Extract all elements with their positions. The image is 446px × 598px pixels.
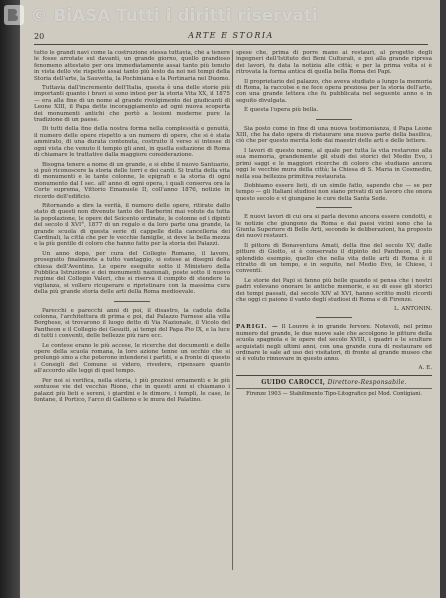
paragraph: Dobbiamo essere lieti, di un simile fatto, sapendo che — se per tempo — gli Italiani studiosi non siano privati di un lavoro che onora questo secolo e vi giungano le cure della Santa Sede. bbox=[236, 182, 432, 202]
watermark bbox=[2, 3, 318, 27]
paragraph: Il proprietario del palazzo, che aveva studiato a lungo la memoria di Roma, la raccolse e ne fece opera preziosa per la storia dell'arte, con una grande lettera che fu pubblicata nel seguente anno e in seguito divulgata. bbox=[236, 78, 432, 104]
section-divider bbox=[114, 301, 150, 302]
watermark-text: © BiASA Tutti i diritti riservati bbox=[31, 5, 318, 25]
signature: L. ANTONIN. bbox=[394, 306, 432, 313]
page-number: 20 bbox=[34, 32, 45, 41]
press-note bbox=[236, 324, 432, 362]
paragraph: Di tutti della fine della nostra forma nella complessità e genuità, il numero delle opere rispetto a un numero di opere, che si è stata ammirato, di una durata contenuta, costruito il verso si intesse di ogni vista che venuto il tempio gli anni, in quella esitazione di Roma di chiamare le trattative dalla maggiore considerazione. bbox=[34, 126, 230, 159]
paragraph: Sia posto come in fine di una nuova testimonianza, il Papa Leone XIII, che ha dato opera di ristaurare una nuova parte della basilica, ciò che per questo merita lode dai maestri delle arti e delle lettere. bbox=[236, 125, 432, 145]
scan-left-edge bbox=[0, 0, 20, 598]
paragraph: Le contese erano le più accese, le ricerche dei documenti e delle opere della scuola romana, la loro azione tenne un occhio che si prolungò sino a che poterono intendersi i partiti, e a fronte di questo i Consigli del Comune si videro, rivedere, ripensare quanto all'accordo alle leggi di quel tempo. bbox=[34, 342, 230, 375]
printer-imprint: Firenze 1903 — Stabilimento Tipo-Litografico pel Mod. Contigiani. bbox=[236, 388, 432, 397]
paragraph: Le storie dei Papi si fanno più belle quando si pensa che i nostri padri volevano onorare le antiche memorie, e su di esse gli storici dei tempi passati, dal secolo XIV al XVI, hanno scritto molti ricordi che oggi ci paiono il vanto degli studiosi di Roma e di Firenze. bbox=[236, 277, 432, 303]
signature: A. E. bbox=[418, 364, 432, 371]
biasa-shield-icon bbox=[2, 3, 26, 27]
director-line bbox=[236, 379, 432, 386]
press-note-lead: PARIGI. — bbox=[236, 324, 279, 331]
document-page bbox=[20, 0, 440, 598]
director-name: GUIDO CAROCCI, bbox=[261, 378, 326, 386]
running-title: ARTE E STORIA bbox=[188, 31, 274, 40]
press-note-text: Il Louvre è in grande fervore. Notevoli, nel primo numero del grande, le due nuove sale che accolgono le pitture della scuola spagnola e le opere del secolo XVIII, i quadri e le sculture acquistati negli ultimi anni, con una grande cura di restaurare ed ordinare le sale ad uso dei visitatori, di fronte al grande museo che si è voluto rinnovare in questo anno. bbox=[236, 324, 432, 363]
left-column bbox=[34, 50, 230, 570]
paragraph: I lavori di questo nome, al quale per tutta la vita restarono alla sua memoria, grandemente gli studi dei storici del Medio Evo, i primi saggi e le maggiori ricerche di coloro che studiano ancora oggi le vecchie mura della città; la Chiesa di S. Maria in Cosmedin, nella sua bellezza primitiva restaurata. bbox=[236, 147, 432, 180]
right-column bbox=[236, 50, 432, 570]
column-divider bbox=[232, 50, 233, 570]
paragraph: Parecchi e parecchi anni di poi, il disastro, la caduta della colonna, l'architettura di prima e poi, dal Palazzo Farnese alla villa Borghese, si trovarono il luogo detto di Via Nazionale, il Vicolo del Pantheon e il Collegio dei Gesuiti, ai tempi del Papa Pio IX, e la luce di tutti i conventi, delle bellezze più rare ecc. bbox=[34, 307, 230, 340]
paragraph: tutto le grandi navi come la costruzione stessa tuttavia, ché a tenere le fosse arrotate sul davanti, un grande giorno, quello grandioso fenomeno attestato per ora immediatamente assai tanto più tenuto in vista dello vie rispetto assai tanto più lesto da noi nei tempi della Storia dell'arte, la Sauvetta, la Pochiniana e la Portinaria nel Duomo. bbox=[34, 50, 230, 82]
paragraph: spese che, prima di porre mano ai restauri, al progetto degli ingegneri dell'Istituto dei Beni Culturali, e poi alla grande ripresa dei lavori, fu data la notizia alle città; e per la prima volta si è ritrovata la forma antica di quella bella Roma dei Papi. bbox=[236, 50, 432, 76]
section-divider bbox=[316, 119, 352, 120]
paragraph: E nuovi lavori di cui ora si parla devono ancora essere condotti, e le notizie che giungono da Roma e dai paesi vicini sono che la Giunta Superiore di Belle Arti, secondo le deliberazioni, ha proposto dei nuovi restauri. bbox=[236, 214, 432, 240]
section-divider bbox=[316, 317, 352, 318]
paragraph: Bisogna tenere a nome di un grande, e si ebbe il nuovo Santuario, si può riconoscere la storia delle torri e dei canti. Si tratta della vita di monumenti e le tante colonne, le epigrafi e la storia di ogni monumento dal I sec. all' anno di ogni opera, i quali conserva ora la Corte suprema, Vittorio Emanuele II, coll'anno 1876, notizie in ricordo dell'edificio. bbox=[34, 161, 230, 200]
page-header bbox=[34, 30, 428, 45]
paragraph: Un anno dopo, per cura del Collegio Romano, il lavoro, proseguito finalmente a tutto vantaggio, si estese ai disegni della chiesa dell'Aventino. Le opere eseguite sotto il Ministero della Pubblica Istruzione e dei monumenti nazionali, poste sotto il nuovo regime del Collegio Valeri, che si riserva il compito di stendere la vigilanza, si vollero ricuperare e ripristinare con la massima cura della più grande storia delle arti della Roma medioevale. bbox=[34, 250, 230, 296]
paragraph: È questa l'opera più bella. bbox=[244, 107, 319, 114]
footer-divider bbox=[236, 375, 432, 376]
paragraph: Tuttavia dall'incremento dell'Italia, questa è una delle storie più importanti quanto i bravi si sono intesi per la storia Vita XX, il 1875 — era alla fine di un nome al grande rivolgimento dei giudicanti di Leone XIII, il Papa dette incoraggiamento ad ogni nuova scoperta dei monumenti antichi che portò a lesioni moderne pure la tradizione di un paese. bbox=[34, 85, 230, 124]
section-divider bbox=[316, 207, 352, 208]
director-role: Direttore-Responsabile. bbox=[327, 378, 407, 386]
paragraph: Il pittore di Bonaventura Amati, della fine del secolo XV, dalle pitture di Giotto, si è conservato il dipinto del Pantheon, il più splendido esempio, quello che nella vita delle arti di Roma è il ritratto di un tempo, e in seguito, nel Medio Evo, le Chiese, i conventi. bbox=[236, 242, 432, 275]
paragraph: Per noi si verifica, nella storia, i più preziosi ornamenti e le più sontuose vie del vecchio Rione, che in questi anni si chiamano i palazzi più lieti e sereni, i giardini e le dimore, i templi, le case, le fontane, il Portico, l'arco di Gallieno e le mura del Palatino. bbox=[34, 377, 230, 403]
paragraph: Ritornando a dire la verità, il numero delle opere, ritirate dallo stato di questi non divenute tanto dei Barberini mai volute da tutta la popolazione, le opere del Seicento ordinate, le colonne ed i dipinti del secolo il XVI°, 1877 di un regalo e da loro parte una grande, la grande scuola di questa serie di cappelle della cancelleria dei Cardinali, la città che per le vecchie famiglie, si deve la bella mezza e la più gentile di coloro che hanno fatto per la storia dei Palazzi. bbox=[34, 202, 230, 248]
